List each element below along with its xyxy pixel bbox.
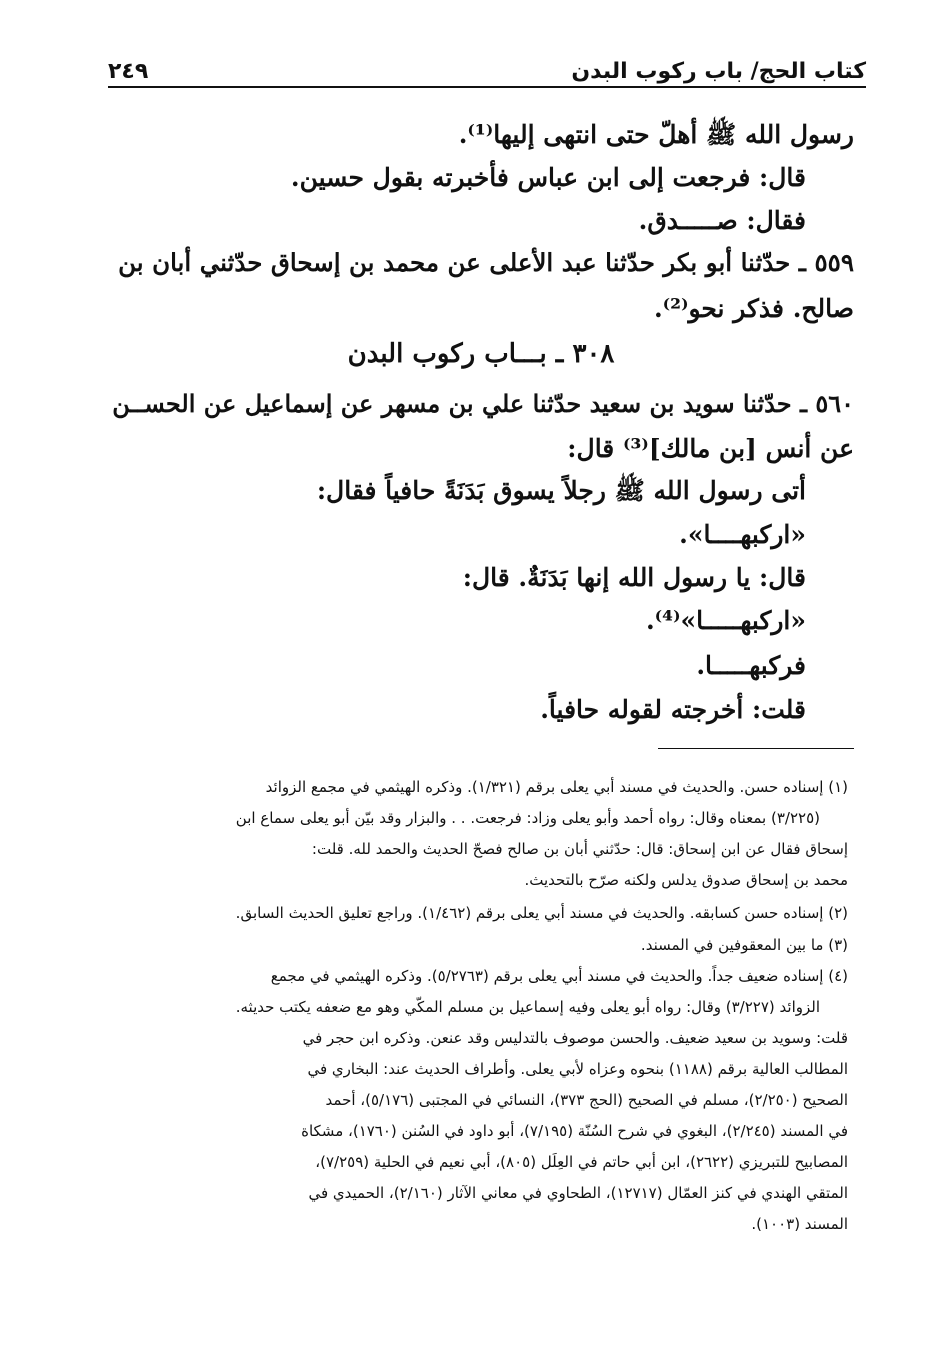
footnote-line: قلت: وسويد بن سعيد ضعيف. والحسن موصوف بالتدليس وقد عنعن. وذكره ابن حجر في — [302, 1029, 848, 1047]
footnote-line: (٤) إسناده ضعيف جداً. والحديث في مسند أبي يعلى برقم (٥/٢٧٦٣). وذكره الهيثمي في مجمع — [270, 967, 848, 985]
text-line: رسول الله ﷺ أهلّ حتى انتهى إليها⁽¹⁾. — [458, 120, 854, 149]
hadith-559: ٥٥٩ ـ حدّثنا أبو بكر حدّثنا عبد الأعلى عن محمد بن إسحاق حدّثني أبان بن — [118, 248, 854, 277]
footnote-line: (٣/٢٢٥) بمعناه وقال: رواه أحمد وأبو يعلى وزاد: فرجعت. . . والبزار وقد بيّن أبو يعلى سماع ابن — [235, 809, 820, 827]
footnote-line: (٣) ما بين المعقوفين في المسند. — [640, 936, 848, 954]
footnote-line: (٢) إسناده حسن كسابقه. والحديث في مسند أبي يعلى برقم (١/٤٦٢). وراجع تعليق الحديث السابق. — [235, 904, 848, 922]
text-line: صالح. فذكر نحو⁽²⁾. — [653, 294, 854, 323]
chapter-heading: ٣٠٨ ـ بـــاب ركوب البدن — [347, 339, 615, 369]
text-line: فقال: صـــــدق. — [638, 206, 806, 235]
text-line: «اركبهـــــا»⁽⁴⁾. — [645, 606, 806, 635]
footnote-line: إسحاق فقال عن ابن إسحاق: قال: حدّثني أبان بن صالح فصحّ الحديث والحمد لله. قلت: — [311, 840, 848, 858]
footnote-line: المتقي الهندي في كنز العمّال (١٢٧١٧)، الطحاوي في معاني الآثار (٢/١٦٠)، الحميدي في — [308, 1184, 848, 1202]
text-line: عن أنس [بن مالك]⁽³⁾ قال: — [567, 434, 854, 463]
footnote-separator — [658, 748, 854, 749]
text-line: أتى رسول الله ﷺ رجلاً يسوق بَدَنَةً حافياً فقال: — [316, 476, 806, 505]
running-title: كتاب الحج/ باب ركوب البدن — [571, 59, 866, 84]
text-line: قال: يا رسول الله إنها بَدَنَةٌ. قال: — [462, 563, 806, 592]
running-header — [108, 44, 866, 88]
footnote-line: المطالب العالية برقم (١١٨٨) بنحوه وعزاه لأبي يعلى. وأطراف الحديث عند: البخاري في — [307, 1060, 848, 1078]
footnote-line: الزوائد (٣/٢٢٧) وقال: رواه أبو يعلى وفيه إسماعيل بن مسلم المكّي وهو مع ضعفه يكتب حديثه. — [235, 998, 820, 1016]
hadith-560: ٥٦٠ ـ حدّثنا سويد بن سعيد حدّثنا علي بن مسهر عن إسماعيل عن الحســن — [112, 389, 854, 418]
text-line: فركبهـــــا. — [696, 651, 806, 680]
footnote-line: في المسند (٢/٢٤٥)، البغوي في شرح السُنّة (٧/١٩٥)، أبو داود في السُنن (١٧٦٠)، مشكاة — [301, 1122, 848, 1140]
text-line: «اركبهــــا». — [679, 520, 806, 549]
footnote-line: محمد بن إسحاق صدوق يدلس ولكنه صرّح بالتحديث. — [524, 871, 848, 889]
text-line: قال: فرجعت إلى ابن عباس فأخبرته بقول حسين. — [290, 163, 806, 192]
text-line: قلت: أخرجته لقوله حافياً. — [540, 695, 806, 724]
footnote-line: المسند (١٠٠٣). — [751, 1215, 848, 1233]
footnote-line: (١) إسناده حسن. والحديث في مسند أبي يعلى برقم (١/٣٢١). وذكره الهيثمي في مجمع الزوائد — [265, 778, 848, 796]
footnote-line: الصحيح (٢/٢٥٠)، مسلم في الصحيح (الحج ٣٧٣)، النسائي في المجتبى (٥/١٧٦)، أحمد — [325, 1091, 848, 1109]
page-number: ٢٤٩ — [108, 59, 149, 84]
footnote-line: المصابيح للتبريزي (٢٦٢٢)، ابن أبي حاتم في العِلَل (٨٠٥)، أبي نعيم في الحلية (٧/٢٥٩)، — [315, 1153, 848, 1171]
